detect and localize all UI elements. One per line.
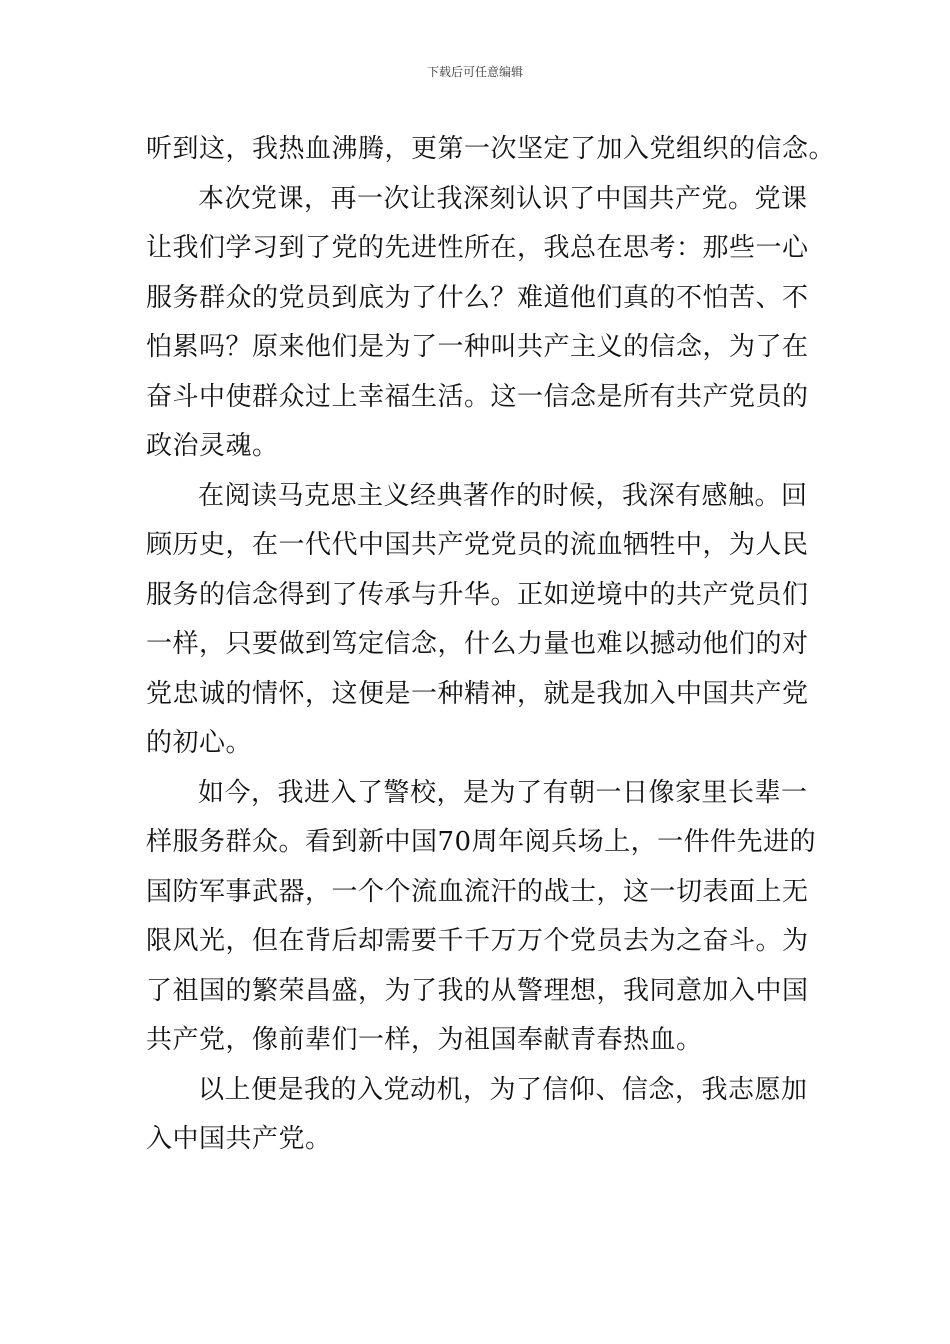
text-line: 如今，我进入了警校，是为了有朝一日像家里长辈一 xyxy=(198,777,808,808)
document-body xyxy=(146,125,836,1165)
text-line: 样服务群众。看到新中国70周年阅兵场上，一件件先进的 xyxy=(146,827,817,857)
paragraph-3 xyxy=(146,472,810,769)
text-line: 一样，只要做到笃定信念，什么力量也难以撼动他们的对 xyxy=(146,629,809,659)
text-line: 听到这，我热血沸腾，更第一次坚定了加入党组织的信念。 xyxy=(146,134,836,164)
text-line: 服务群众的党员到底为了什么？难道他们真的不怕苦、不 xyxy=(146,282,809,313)
text-line: 在阅读马克思主义经典著作的时候，我深有感触。回 xyxy=(198,480,808,511)
paragraph-1 xyxy=(146,125,836,175)
page-header: 下载后可任意编辑 xyxy=(426,65,523,79)
text-line: 的初心。 xyxy=(146,728,253,758)
text-line: 了祖国的繁荣昌盛，为了我的从警理想，我同意加入中国 xyxy=(146,975,809,1006)
text-line: 政治灵魂。 xyxy=(146,431,279,461)
paragraph-4 xyxy=(146,769,817,1066)
text-line: 共产党，像前辈们一样，为祖国奉献青春热血。 xyxy=(146,1025,703,1055)
text-line: 服务的信念得到了传承与升华。正如逆境中的共产党员们 xyxy=(146,579,809,610)
paragraph-5 xyxy=(146,1066,810,1165)
text-line: 让我们学习到了党的先进性所在，我总在思考：那些一心 xyxy=(146,233,809,263)
text-line: 限风光，但在背后却需要千千万万个党员去为之奋斗。为 xyxy=(146,926,809,956)
paragraph-2 xyxy=(146,175,810,472)
text-line: 怕累吗？原来他们是为了一种叫共产主义的信念，为了在 xyxy=(146,332,809,362)
text-line: 入中国共产党。 xyxy=(146,1124,332,1154)
text-line: 奋斗中使群众过上幸福生活。这一信念是所有共产党员的 xyxy=(146,381,809,412)
text-line: 以上便是我的入党动机，为了信仰、信念，我志愿加 xyxy=(198,1074,808,1105)
text-line: 党忠诚的情怀，这便是一种精神，就是我加入中国共产党 xyxy=(146,678,809,709)
text-line: 顾历史，在一代代中国共产党党员的流血牺牲中，为人民 xyxy=(146,530,809,560)
text-line: 本次党课，再一次让我深刻认识了中国共产党。党课 xyxy=(198,183,808,214)
text-line: 国防军事武器，一个个流血流汗的战士，这一切表面上无 xyxy=(146,876,809,907)
